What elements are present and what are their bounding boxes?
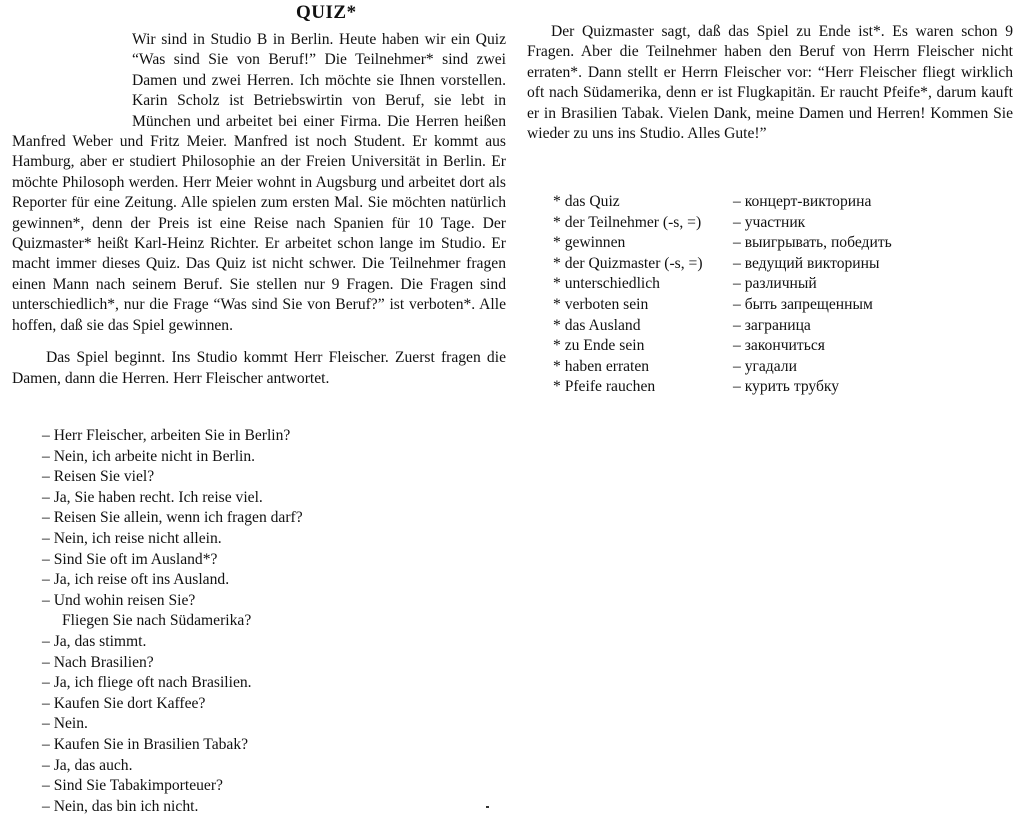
game-start-paragraph: Das Spiel beginnt. Ins Studio kommt Herr Fleischer. Zuerst fragen die Damen, dann die Herren. Herr Fleischer antwortet. [12, 349, 506, 387]
dialog-line: – Kaufen Sie dort Kaffee? [42, 694, 206, 712]
vocab-term: * unterschiedlich [553, 275, 660, 293]
dialog-line: – Kaufen Sie in Brasilien Tabak? [42, 735, 249, 753]
dialog-line: – Nein, ich arbeite nicht in Berlin. [42, 447, 256, 465]
vocab-term: * haben erraten [553, 357, 650, 375]
ending-column [527, 22, 1013, 144]
dialog-line: – Nach Brasilien? [42, 653, 154, 671]
vocab-item [553, 213, 892, 234]
dialog-line: – Herr Fleischer, arbeiten Sie in Berlin? [42, 427, 291, 444]
dialog-line: – Ja, ich reise oft ins Ausland. [42, 571, 230, 589]
dialog-line: – Ja, Sie haben recht. Ich reise viel. [42, 488, 263, 506]
vocab-definition: – концерт-викторина [733, 193, 872, 210]
vocabulary-list [553, 192, 892, 398]
vocab-item [553, 377, 892, 398]
dialog-line: – Reisen Sie viel? [42, 468, 155, 486]
scan-speck [486, 806, 489, 808]
dialog-line: – Ja, das stimmt. [42, 632, 147, 650]
vocab-term: * das Ausland [553, 316, 641, 334]
vocab-term: * der Quizmaster (-s, =) [553, 254, 703, 272]
vocab-term: * verboten sein [553, 295, 649, 313]
dialog-list [42, 426, 303, 817]
intro-column [12, 30, 506, 389]
vocab-item [553, 357, 892, 378]
dialog-line: – Reisen Sie allein, wenn ich fragen darf? [42, 509, 303, 527]
vocab-item [553, 254, 892, 275]
vocab-term: * gewinnen [553, 234, 626, 252]
vocab-term: * das Quiz [553, 193, 620, 210]
vocab-term: * zu Ende sein [553, 337, 645, 355]
vocab-definition: – быть запрещенным [733, 295, 873, 313]
intro-text: Wir sind in Studio B in Berlin. Heute haben wir ein Quiz “Was sind Sie von Beruf!” Die Teilnehmer* sind zwei Damen und zwei Herren. Ich möchte sie Ihnen vorstellen. Karin Scholz ist Betriebswirtin von Beruf, sie lebt in München und arbeitet bei einer Firma. Die Herren heißen Manfred Weber und Fritz Meier. Manfred ist noch Student. Er kommt aus Hamburg, aber er studiert Philosophie an der Freien Universität in Berlin. Er möchte Philosoph werden. Herr Meier wohnt in Augsburg und arbeitet dort als Reporter für eine Zeitung. Alle spielen zum ersten Mal. Sie möchten natürlich gewinnen*, denn der Preis ist eine Reise nach Spanien für 10 Tage. Der Quizmaster* heißt Karl-Heinz Richter. Er arbeitet schon lange im Studio. Er macht immer dieses Quiz. Das Quiz ist nicht schwer. Die Teilnehmer fragen einen Mann nach seinem Beruf. Sie stellen nur 9 Fragen. Die Fragen sind unterschiedlich*, nur die Frage “Was sind Sie von Beruf?” ist verboten*. Alle hoffen, daß sie das Spiel gewinnen. [12, 31, 506, 334]
dialog-line: – Und wohin reisen Sie? [42, 591, 196, 609]
vocab-definition: – заграница [733, 316, 811, 334]
vocab-definition: – выигрывать, победить [733, 234, 892, 252]
vocab-item [553, 295, 892, 316]
ending-paragraph: Der Quizmaster sagt, daß das Spiel zu Ende ist*. Es waren schon 9 Fragen. Aber die Teilnehmer haben den Beruf von Herrn Fleischer nicht erraten*. Dann stellt er Herrn Fleischer vor: “Herr Fleischer fliegt wirklich oft nach Südamerika, denn er ist Flugkapitän. Er raucht Pfeife*, darum kauft er in Brasilien Tabak. Vielen Dank, meine Damen und Herren! Kommen Sie wieder zu uns ins Studio. Alles Gute!” [527, 23, 1013, 143]
vocab-term: * der Teilnehmer (-s, =) [553, 213, 702, 231]
vocab-definition: – различный [733, 275, 817, 293]
vocab-item [553, 274, 892, 295]
intro-paragraph [12, 30, 506, 336]
vocab-item [553, 192, 892, 213]
vocab-definition: – ведущий викторины [733, 254, 880, 272]
dialog-line: – Ja, ich fliege oft nach Brasilien. [42, 674, 252, 692]
vocab-item [553, 316, 892, 337]
dialog-line: – Sind Sie Tabakimporteuer? [42, 777, 223, 795]
page-title: QUIZ* [296, 2, 357, 23]
dialog-line: – Nein, ich reise nicht allein. [42, 529, 222, 547]
dialog-line: – Nein, das bin ich nicht. [42, 797, 199, 815]
vocab-definition: – участник [733, 213, 806, 231]
vocab-definition: – закончиться [733, 337, 825, 355]
vocab-term: * Pfeife rauchen [553, 378, 656, 396]
dialog-line: – Nein. [42, 715, 88, 733]
vocab-definition: – курить трубку [733, 378, 840, 396]
vocab-item [553, 336, 892, 357]
vocab-item [553, 233, 892, 254]
dialog-line: – Ja, das auch. [42, 756, 133, 774]
dialog-line: – Sind Sie oft im Ausland*? [42, 550, 218, 568]
vocab-definition: – угадали [733, 357, 797, 375]
dialog-line: Fliegen Sie nach Südamerika? [62, 612, 252, 630]
